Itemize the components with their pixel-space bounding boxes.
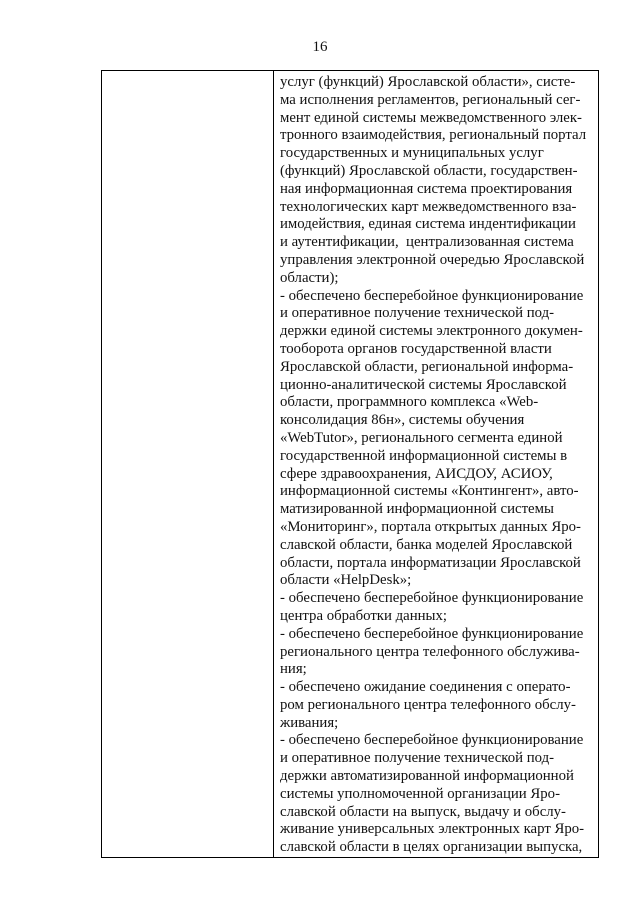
text-line: матизированной информационной системы bbox=[280, 501, 554, 518]
text-line: имодействия, единая система индентификации bbox=[280, 216, 576, 233]
text-line: управления электронной очередью Ярославской bbox=[280, 251, 585, 268]
text-line: ционно-аналитической системы Ярославской bbox=[280, 376, 567, 393]
document-table bbox=[101, 70, 599, 858]
text-line: ная информационная система проектирования bbox=[280, 180, 573, 197]
text-line: живание универсальных электронных карт Яро- bbox=[280, 821, 585, 838]
text-line: держки единой системы электронного докумен- bbox=[280, 323, 583, 340]
text-line: - обеспечено бесперебойное функционирование bbox=[280, 625, 584, 642]
text-line: информационной системы «Контингент», авто- bbox=[280, 483, 579, 500]
text-line: мент единой системы межведомственного элек- bbox=[280, 109, 582, 126]
text-line: и аутентификации, централизованная система bbox=[280, 234, 574, 251]
text-line: консолидация 86н», системы обучения bbox=[280, 412, 525, 429]
text-line: Ярославской области, региональной информа- bbox=[280, 358, 574, 375]
page-number: 16 bbox=[312, 39, 328, 55]
text-line: сфере здравоохранения, АИСДОУ, АСИОУ, bbox=[280, 465, 553, 482]
text-line: «Мониторинг», портала открытых данных Яро- bbox=[280, 518, 581, 535]
text-line: держки автоматизированной информационной bbox=[280, 768, 574, 785]
text-line: - обеспечено ожидание соединения с операто- bbox=[280, 679, 571, 696]
left-cell-text bbox=[102, 71, 273, 74]
table-row bbox=[102, 71, 599, 858]
text-line: живания; bbox=[280, 714, 339, 731]
text-line: славской области, банка моделей Ярославской bbox=[280, 536, 573, 553]
text-line: области, портала информатизации Ярославской bbox=[280, 554, 581, 571]
text-line: услуг (функций) Ярославской области», систе- bbox=[280, 74, 576, 90]
text-line: центра обработки данных; bbox=[280, 607, 447, 624]
text-line: ма исполнения регламентов, региональный сег- bbox=[280, 91, 581, 108]
right-cell-text bbox=[274, 71, 598, 857]
text-line: регионального центра телефонного обслужива- bbox=[280, 643, 580, 660]
table-cell-right bbox=[274, 71, 599, 858]
text-line: ния; bbox=[280, 661, 307, 678]
text-line: области); bbox=[280, 269, 339, 286]
text-line: государственной информационной системы в bbox=[280, 447, 568, 464]
text-line: ром регионального центра телефонного обслу- bbox=[280, 696, 576, 713]
text-line: (функций) Ярославской области, государствен- bbox=[280, 162, 578, 179]
text-line: и оперативное получение технической под- bbox=[280, 305, 555, 322]
text-line: области «HelpDesk»; bbox=[280, 572, 412, 589]
text-line: славской области в целях организации выпуска, bbox=[280, 839, 583, 856]
text-line: - обеспечено бесперебойное функционирование bbox=[280, 732, 584, 749]
text-line: и оперативное получение технической под- bbox=[280, 750, 555, 767]
text-line: тооборота органов государственной власти bbox=[280, 340, 552, 357]
text-line: тронного взаимодействия, региональный портал bbox=[280, 127, 587, 144]
text-line: технологических карт межведомственного вза- bbox=[280, 198, 577, 215]
text-line: системы уполномоченной организации Яро- bbox=[280, 785, 561, 802]
text-line: области, программного комплекса «Web- bbox=[280, 394, 539, 411]
text-line: славской области на выпуск, выдачу и обслу- bbox=[280, 803, 566, 820]
text-line: государственных и муниципальных услуг bbox=[280, 145, 544, 162]
table-cell-left bbox=[102, 71, 274, 858]
text-line: «WebTutor», регионального сегмента единой bbox=[280, 429, 563, 446]
text-line: - обеспечено бесперебойное функционирование bbox=[280, 287, 584, 304]
text-line: - обеспечено бесперебойное функционирование bbox=[280, 590, 584, 607]
